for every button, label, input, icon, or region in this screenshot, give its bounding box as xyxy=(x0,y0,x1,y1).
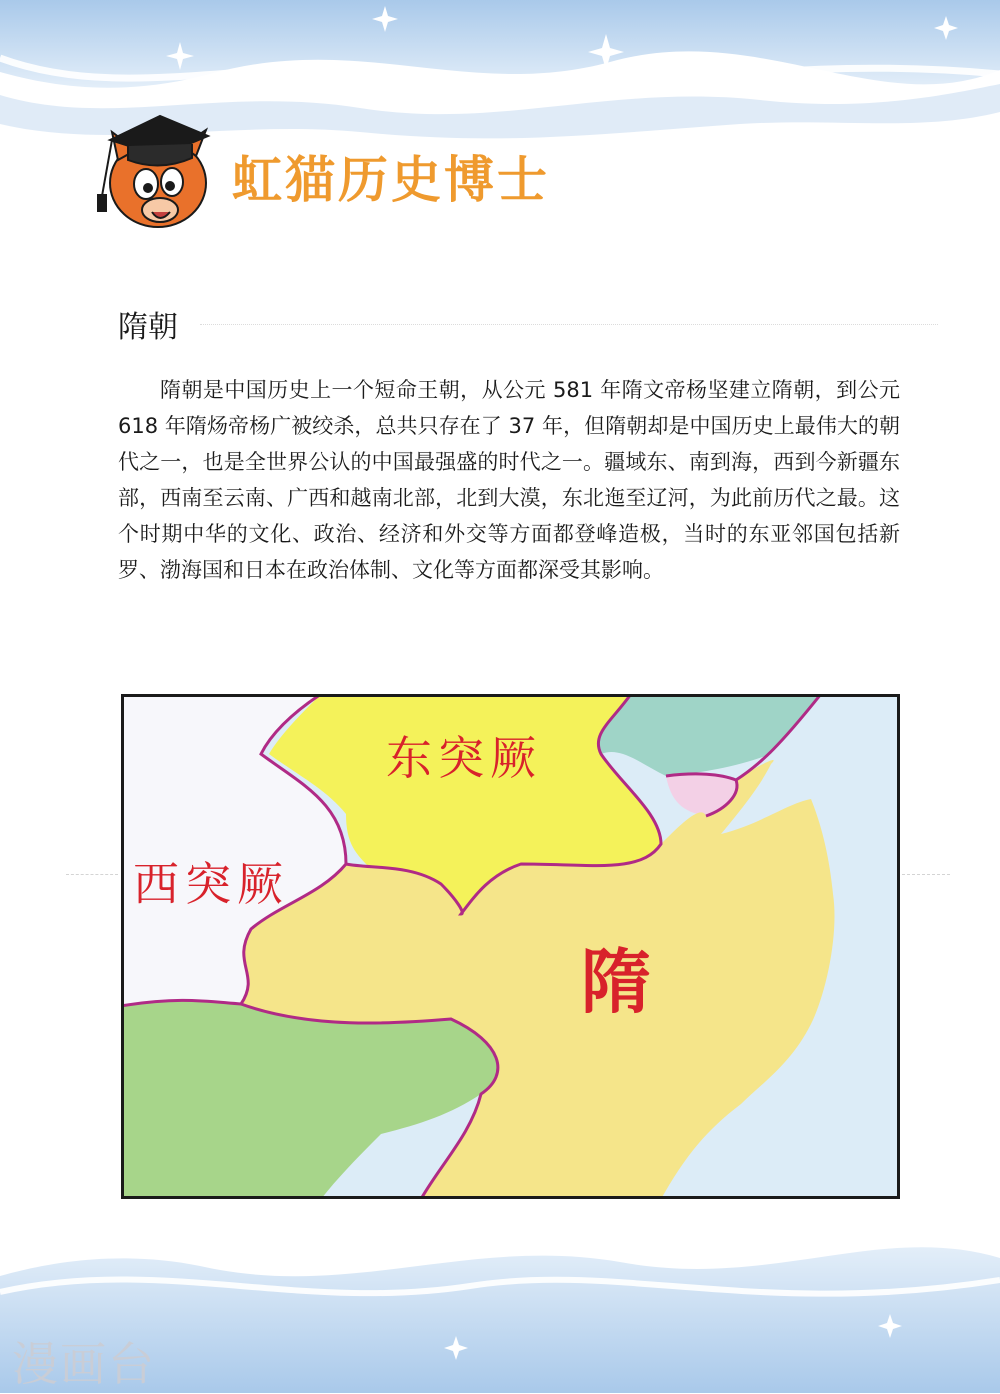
article-body: 隋朝是中国历史上一个短命王朝，从公元 581 年隋文帝杨坚建立隋朝，到公元 618 年隋炀帝杨广被绞杀，总共只存在了 37 年，但隋朝却是中国历史上最伟大的朝代之一，也是全世界公认的中国最强盛的时代之一。疆域东、南到海，西到今新疆东部，西南至云南、广西和越南北部，北到大漠，东北迤至辽河，为此前历代之最。这个时期中华的文化、政治、经济和外交等方面都登峰造极，当时的东亚邻国包括新罗、渤海国和日本在政治体制、文化等方面都深受其影响。 xyxy=(118,378,900,582)
title-divider xyxy=(200,324,938,325)
watermark-logo: 漫画台 xyxy=(12,1337,156,1391)
sui-dynasty-map xyxy=(121,694,900,1199)
label-sui: 隋 xyxy=(581,940,651,1023)
header-title: 虹猫历史博士 xyxy=(232,151,550,209)
divider-right xyxy=(902,874,950,875)
article-title: 隋朝 xyxy=(118,310,178,345)
divider-left xyxy=(66,874,118,875)
label-west-turks: 西突厥 xyxy=(133,857,289,911)
label-east-turks: 东突厥 xyxy=(386,731,542,785)
mascot-cat-graduate-icon xyxy=(88,98,218,248)
